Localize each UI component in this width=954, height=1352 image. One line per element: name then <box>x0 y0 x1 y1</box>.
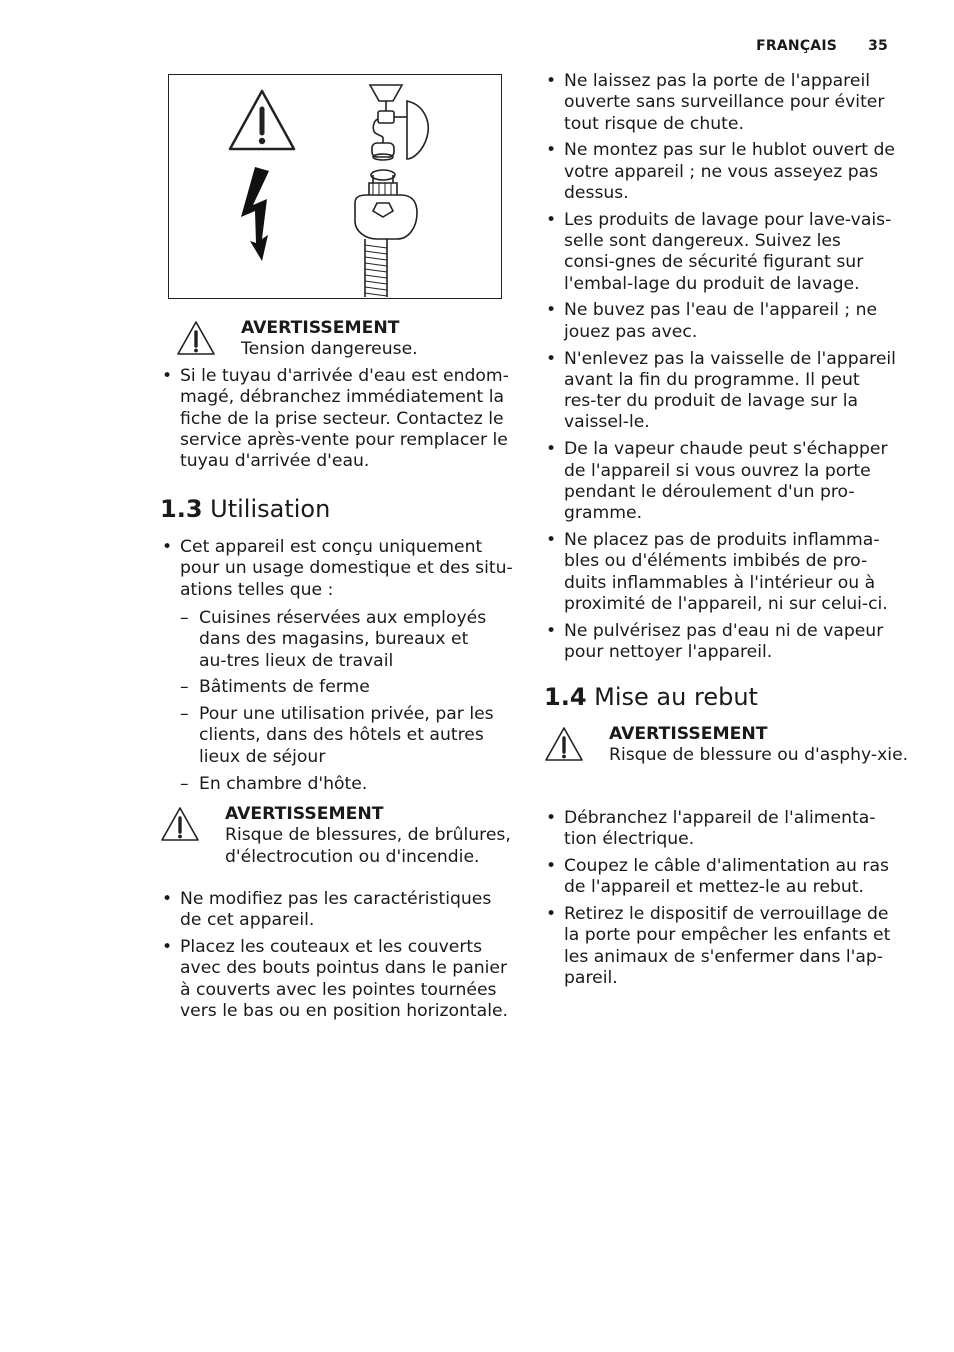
warning-injury <box>160 804 581 868</box>
list-item: • De la vapeur chaude peut s'échapper de l'appareil si vous ouvrez la porte pendant le déroulement d'un pro-gramme. <box>544 439 896 524</box>
warning-text: Tension dangereuse. <box>241 339 418 360</box>
list-item: • Les produits de lavage pour lave-vais-selle sont dangereux. Suivez les consi-gnes de sécurité figurant sur l'embal-lage du produit de lavage. <box>544 210 896 295</box>
list-item: • Ne laissez pas la porte de l'appareil ouverte sans surveillance pour éviter tout risque de chute. <box>544 71 896 135</box>
lightning-bolt-icon <box>241 167 269 261</box>
warning-suffocation <box>544 724 954 767</box>
list-item: • Ne buvez pas l'eau de l'appareil ; ne jouez pas avec. <box>544 300 896 343</box>
list-item: • N'enlevez pas la vaisselle de l'appareil avant la fin du programme. Il peut res-ter du produit de lavage sur la vaissel-le. <box>544 349 896 434</box>
warning-title: AVERTISSEMENT <box>225 804 384 824</box>
warning-triangle-icon <box>544 726 584 762</box>
list-item: • Ne montez pas sur le hublot ouvert de votre appareil ; ne vous asseyez pas dessus. <box>544 140 896 204</box>
inlet-hose-icon <box>355 170 417 297</box>
list-item: • Coupez le câble d'alimentation au ras de l'appareil et mettez-le au rebut. <box>544 856 896 899</box>
page-header <box>756 38 888 54</box>
disposal-list <box>544 808 896 995</box>
list-item: • Ne pulvérisez pas d'eau ni de vapeur pour nettoyer l'appareil. <box>544 621 896 664</box>
bullet-list <box>160 366 512 478</box>
sublist-item: – Cuisines réservées aux employés dans des magasins, bureaux et au-tres lieux de travail <box>160 608 500 672</box>
list-item: • Ne placez pas de produits inflamma-bles ou d'éléments imbibés de pro-duits inflammables à l'intérieur ou à proximité de l'appareil, ni sur celui-ci. <box>544 530 896 615</box>
list-item: • Placez les couteaux et les couverts avec des bouts pointus dans le panier à couverts avec les pointes tournées vers le bas ou en position horizontale. <box>160 937 512 1022</box>
list-item: • Si le tuyau d'arrivée d'eau est endom-magé, débranchez immédiatement la fiche de la prise secteur. Contactez le service après-vente pour remplacer le tuyau d'arrivée d'eau. <box>160 366 512 472</box>
list-item: • Retirez le dispositif de verrouillage de la porte pour empêcher les enfants et les animaux de s'enfermer dans l'ap-pareil. <box>544 904 896 989</box>
warning-voltage <box>176 318 581 361</box>
sublist-item: – Pour une utilisation privée, par les clients, dans des hôtels et autres lieux de séjour <box>160 704 500 768</box>
list-item: • Débranchez l'appareil de l'alimenta-tion électrique. <box>544 808 896 851</box>
section-heading <box>160 494 516 524</box>
sublist-item: – En chambre d'hôte. <box>160 774 500 795</box>
water-tap-icon <box>370 85 428 160</box>
section-title: Mise au rebut <box>594 683 758 711</box>
warning-triangle-icon <box>160 806 200 842</box>
usage-sublist <box>160 608 500 800</box>
warning-triangle-icon <box>176 320 216 356</box>
warning-title: AVERTISSEMENT <box>609 724 768 744</box>
list-item: • Cet appareil est conçu uniquement pour un usage domestique et des situ-ations telles que : <box>160 537 516 601</box>
usage-list <box>160 537 516 606</box>
bullet-list <box>544 71 896 669</box>
warning-triangle-icon <box>230 91 294 149</box>
section-language: FRANÇAIS <box>756 38 838 54</box>
sublist-item: – Bâtiments de ferme <box>160 677 500 698</box>
section-heading <box>544 682 900 712</box>
warning-text: Risque de blessure ou d'asphy-xie. <box>609 745 909 766</box>
safety-illustration <box>168 74 502 299</box>
section-number: 1.4 <box>544 683 587 711</box>
page-number: 35 <box>868 38 888 54</box>
list-item: • Ne modifiez pas les caractéristiques de cet appareil. <box>160 889 512 932</box>
warning-title: AVERTISSEMENT <box>241 318 400 338</box>
warning-text: Risque de blessures, de brûlures, d'électrocution ou d'incendie. <box>225 825 511 867</box>
bullet-list <box>160 889 512 1028</box>
section-number: 1.3 <box>160 495 203 523</box>
section-title: Utilisation <box>210 495 331 523</box>
